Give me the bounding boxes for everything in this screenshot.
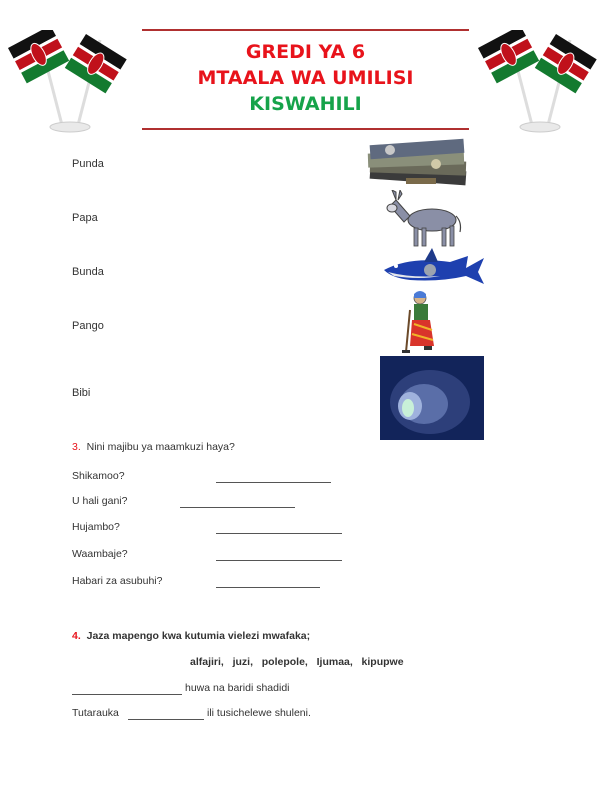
sentence-2-start: Tutarauka xyxy=(72,707,119,719)
greeting-2: U hali gani? xyxy=(72,495,128,507)
answer-blank-1[interactable] xyxy=(216,481,331,483)
answer-blank-3[interactable] xyxy=(216,532,342,534)
match-word-5: Bibi xyxy=(72,387,91,399)
answer-blank-5[interactable] xyxy=(216,586,320,588)
match-word-3: Bunda xyxy=(72,266,104,278)
match-word-2: Papa xyxy=(72,212,98,224)
sentence-1-rest: huwa na baridi shadidi xyxy=(185,682,290,694)
kenya-flags-left-image xyxy=(0,30,140,135)
answer-blank-2[interactable] xyxy=(180,506,295,508)
kenya-flags-right-image xyxy=(470,30,610,135)
shark-image xyxy=(380,248,488,288)
grade-title: GREDI YA 6 xyxy=(245,41,366,63)
greeting-1: Shikamoo? xyxy=(72,470,125,482)
match-word-4: Pango xyxy=(72,320,104,332)
answer-blank-4[interactable] xyxy=(216,559,342,561)
cave-image xyxy=(380,356,484,440)
question-4-text: Jaza mapengo kwa kutumia vielezi mwafaka; xyxy=(86,630,311,642)
word-options: alfajiri, juzi, polepole, Ijumaa, kipupwe xyxy=(190,656,404,668)
fill-blank-1[interactable] xyxy=(72,693,182,695)
question-3-text: Nini majibu ya maamkuzi haya? xyxy=(86,441,235,453)
question-4-number: 4. xyxy=(72,630,81,642)
greeting-3: Hujambo? xyxy=(72,521,120,533)
money-bundle-image xyxy=(366,138,470,190)
subject-title: KISWAHILI xyxy=(249,93,362,115)
question-3-prompt xyxy=(72,441,235,453)
greeting-4: Waambaje? xyxy=(72,548,128,560)
match-word-1: Punda xyxy=(72,158,104,170)
old-woman-image xyxy=(400,290,440,354)
question-4-prompt xyxy=(72,630,310,642)
greeting-5: Habari za asubuhi? xyxy=(72,575,163,587)
sentence-2-rest: ili tusichelewe shuleni. xyxy=(207,707,311,719)
fill-blank-2[interactable] xyxy=(128,718,204,720)
donkey-image xyxy=(384,190,464,248)
question-3-number: 3. xyxy=(72,441,81,453)
title-box xyxy=(142,29,469,130)
curriculum-title: MTAALA WA UMILISI xyxy=(197,67,414,89)
